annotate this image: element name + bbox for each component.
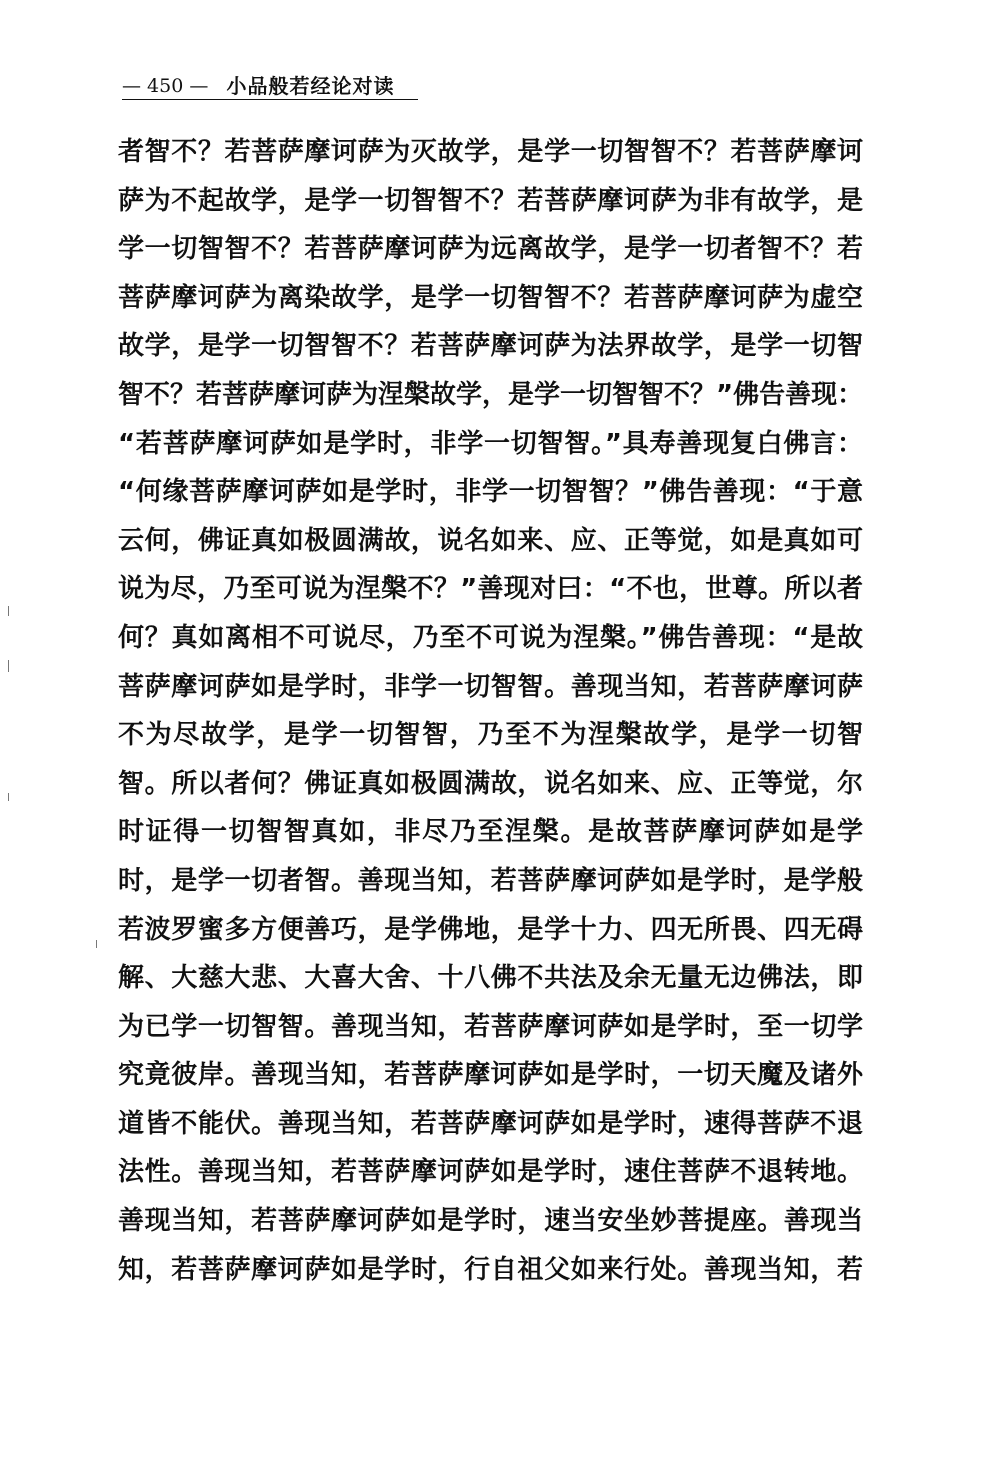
text-line: 法性。善现当知，若菩萨摩诃萨如是学时，速住菩萨不退转地。: [118, 1157, 863, 1188]
text-line: 时证得一切智智真如，非尽乃至涅槃。是故菩萨摩诃萨如是学: [118, 817, 863, 848]
text-line: 究竟彼岸。善现当知，若菩萨摩诃萨如是学时，一切天魔及诸外: [118, 1060, 863, 1091]
text-line: 智。所以者何？佛证真如极圆满故，说名如来、应、正等觉，尔: [118, 768, 863, 799]
header-spacer: [208, 72, 226, 100]
text-line: 若波罗蜜多方便善巧，是学佛地，是学十力、四无所畏、四无碍: [118, 914, 863, 945]
text-line: 善现当知，若菩萨摩诃萨如是学时，速当安坐妙菩提座。善现当: [118, 1206, 863, 1237]
text-line: 道皆不能伏。善现当知，若菩萨摩诃萨如是学时，速得菩萨不退: [118, 1108, 863, 1139]
body-text: [118, 128, 863, 1294]
text-line: 故学，是学一切智智不？若菩萨摩诃萨为法界故学，是学一切智: [118, 331, 863, 362]
text-line: 不为尽故学，是学一切智智，乃至不为涅槃故学，是学一切智: [118, 720, 863, 751]
text-line: 说为尽，乃至可说为涅槃不？”善现对曰：“不也，世尊。所以者: [118, 574, 863, 605]
text-line: 何？真如离相不可说尽，乃至不可说为涅槃。”佛告善现：“是故: [118, 622, 863, 653]
text-line: 学一切智智不？若菩萨摩诃萨为远离故学，是学一切者智不？若: [118, 234, 863, 265]
text-line: 萨为不起故学，是学一切智智不？若菩萨摩诃萨为非有故学，是: [118, 185, 863, 216]
text-line: 菩萨摩诃萨为离染故学，是学一切智智不？若菩萨摩诃萨为虚空: [118, 282, 863, 313]
text-line: 云何，佛证真如极圆满故，说名如来、应、正等觉，如是真如可: [118, 525, 863, 556]
text-line: 时，是学一切者智。善现当知，若菩萨摩诃萨如是学时，是学般: [118, 865, 863, 896]
scan-mark: [8, 793, 9, 801]
running-header: [122, 66, 394, 100]
scan-mark: [8, 606, 9, 616]
text-line: “若菩萨摩诃萨如是学时，非学一切智智。”具寿善现复白佛言：: [118, 428, 863, 459]
text-line: 菩萨摩诃萨如是学时，非学一切智智。善现当知，若菩萨摩诃萨: [118, 671, 863, 702]
scan-mark: [96, 940, 97, 948]
text-line: “何缘菩萨摩诃萨如是学时，非学一切智智？”佛告善现：“于意: [118, 477, 863, 508]
text-line: 为已学一切智智。善现当知，若菩萨摩诃萨如是学时，至一切学: [118, 1011, 863, 1042]
page-number: — 450 —: [122, 75, 209, 97]
book-title: 小品般若经论对读: [226, 74, 395, 98]
text-line: 者智不？若菩萨摩诃萨为灭故学，是学一切智智不？若菩萨摩诃: [118, 137, 863, 167]
header-rule: [122, 99, 418, 100]
text-line: 知，若菩萨摩诃萨如是学时，行自祖父如来行处。善现当知，若: [118, 1254, 863, 1285]
scan-mark: [8, 660, 9, 672]
text-line: 解、大慈大悲、大喜大舍、十八佛不共法及余无量无边佛法，即: [118, 963, 863, 994]
text-line: 智不？若菩萨摩诃萨为涅槃故学，是学一切智智不？”佛告善现：: [118, 379, 863, 410]
